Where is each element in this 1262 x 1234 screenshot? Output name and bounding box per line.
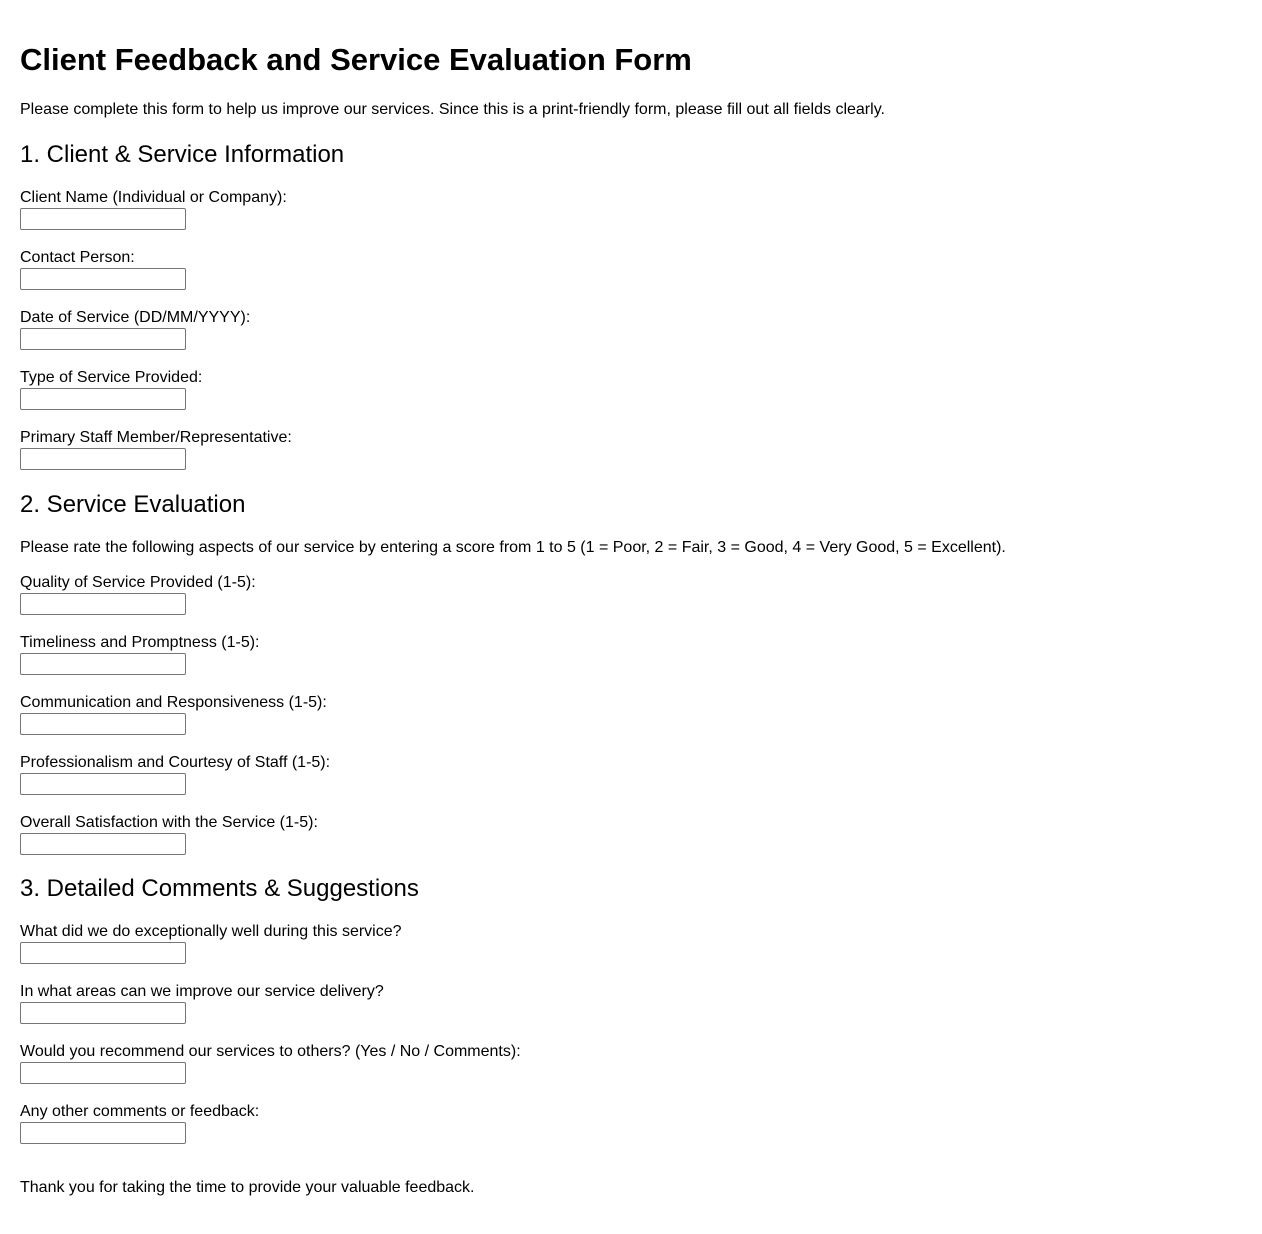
service-type-input[interactable] bbox=[20, 388, 186, 410]
professionalism-rating-label: Professionalism and Courtesy of Staff (1-5): bbox=[20, 754, 331, 771]
primary-staff-label: Primary Staff Member/Representative: bbox=[20, 429, 292, 446]
quality-rating-label: Quality of Service Provided (1-5): bbox=[20, 574, 256, 591]
section-heading-service-evaluation: 2. Service Evaluation bbox=[20, 491, 246, 518]
date-of-service-input[interactable] bbox=[20, 328, 186, 350]
form-intro: Please complete this form to help us improve our services. Since this is a print-friendly form, please fill out all fields clearly. bbox=[20, 101, 885, 118]
overall-satisfaction-input[interactable] bbox=[20, 833, 186, 855]
date-of-service-label: Date of Service (DD/MM/YYYY): bbox=[20, 309, 251, 326]
timeliness-rating-input[interactable] bbox=[20, 653, 186, 675]
overall-satisfaction-label: Overall Satisfaction with the Service (1-5): bbox=[20, 814, 318, 831]
section-heading-client-info: 1. Client & Service Information bbox=[20, 141, 345, 168]
service-type-label: Type of Service Provided: bbox=[20, 369, 203, 386]
field-client-name bbox=[20, 188, 720, 238]
field-other-comments bbox=[20, 1102, 720, 1152]
contact-person-label: Contact Person: bbox=[20, 249, 135, 266]
client-name-input[interactable] bbox=[20, 208, 186, 230]
communication-rating-input[interactable] bbox=[20, 713, 186, 735]
other-comments-input[interactable] bbox=[20, 1122, 186, 1144]
field-contact-person bbox=[20, 248, 720, 298]
field-quality-rating bbox=[20, 573, 720, 623]
field-timeliness-rating bbox=[20, 633, 720, 683]
other-comments-label: Any other comments or feedback: bbox=[20, 1103, 260, 1120]
thank-you-message: Thank you for taking the time to provide your valuable feedback. bbox=[20, 1179, 475, 1196]
recommend-input[interactable] bbox=[20, 1062, 186, 1084]
professionalism-rating-input[interactable] bbox=[20, 773, 186, 795]
recommend-label: Would you recommend our services to others? (Yes / No / Comments): bbox=[20, 1043, 521, 1060]
field-recommend bbox=[20, 1042, 720, 1092]
field-professionalism-rating bbox=[20, 753, 720, 803]
client-name-label: Client Name (Individual or Company): bbox=[20, 189, 287, 206]
improvement-areas-input[interactable] bbox=[20, 1002, 186, 1024]
field-service-type bbox=[20, 368, 720, 418]
quality-rating-input[interactable] bbox=[20, 593, 186, 615]
field-date-of-service bbox=[20, 308, 720, 358]
contact-person-input[interactable] bbox=[20, 268, 186, 290]
page-title: Client Feedback and Service Evaluation Form bbox=[20, 42, 692, 77]
field-improvement-areas bbox=[20, 982, 720, 1032]
improvement-areas-label: In what areas can we improve our service delivery? bbox=[20, 983, 384, 1000]
field-communication-rating bbox=[20, 693, 720, 743]
timeliness-rating-label: Timeliness and Promptness (1-5): bbox=[20, 634, 260, 651]
did-well-label: What did we do exceptionally well during this service? bbox=[20, 923, 402, 940]
rating-instructions: Please rate the following aspects of our service by entering a score from 1 to 5 (1 = Poor, 2 = Fair, 3 = Good, 4 = Very Good, 5 = Excellent). bbox=[20, 539, 1006, 556]
field-did-well bbox=[20, 922, 720, 972]
section-heading-comments: 3. Detailed Comments & Suggestions bbox=[20, 875, 419, 902]
field-primary-staff bbox=[20, 428, 720, 478]
primary-staff-input[interactable] bbox=[20, 448, 186, 470]
field-overall-satisfaction-rating bbox=[20, 813, 720, 863]
communication-rating-label: Communication and Responsiveness (1-5): bbox=[20, 694, 327, 711]
did-well-input[interactable] bbox=[20, 942, 186, 964]
